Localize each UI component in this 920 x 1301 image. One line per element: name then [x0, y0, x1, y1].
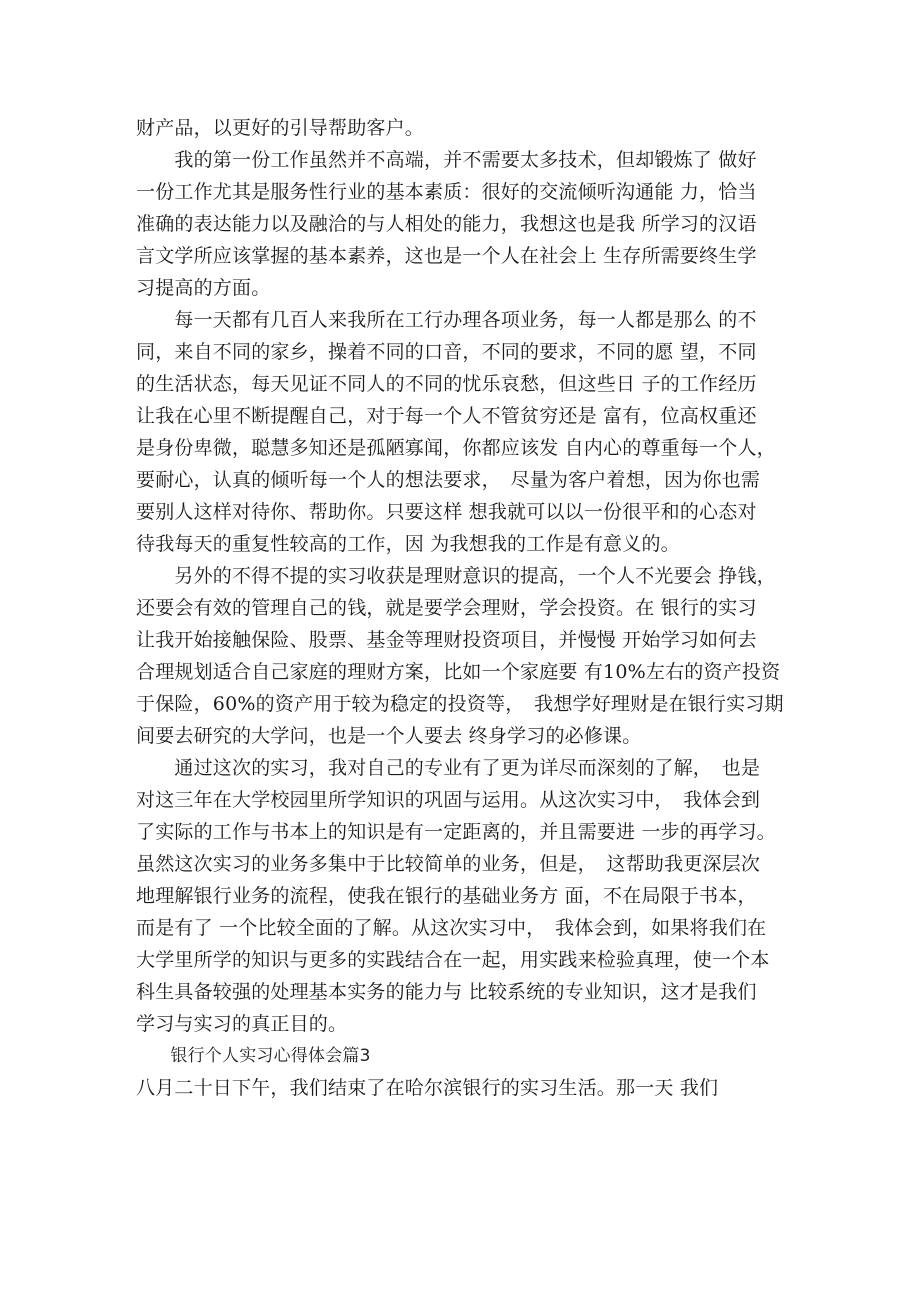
text-line: 对这三年在大学校园里所学知识的巩固与运用。从这次实习中， 我体会到 — [136, 789, 761, 811]
text-line: 另外的不得不提的实习收获是理财意识的提高，一个人不光要会 挣钱， — [136, 565, 776, 587]
text-line: 是身份卑微，聪慧多知还是孤陋寡闻，你都应该发 自内心的尊重每一个人， — [136, 437, 776, 459]
text-line: 要耐心，认真的倾听每一个人的想法要求， 尽量为客户着想，因为你也需 — [136, 469, 761, 491]
text-line: 财产品，以更好的引导帮助客户。 — [136, 117, 425, 139]
text-line: 了实际的工作与书本上的知识是有一定距离的，并且需要进 一步的再学习。 — [136, 821, 776, 843]
text-line: 待我每天的重复性较高的工作，因 为我想我的工作是有意义的。 — [136, 533, 680, 555]
text-line: 同，来自不同的家乡，操着不同的口音，不同的要求，不同的愿 望，不同 — [136, 341, 757, 363]
text-line: 一份工作尤其是服务性行业的基本素质：很好的交流倾听沟通能 力，恰当 — [136, 181, 757, 203]
text-line: 间要去研究的大学问，也是一个人要去 终身学习的必修课。 — [136, 725, 642, 747]
text-line: 虽然这次实习的业务多集中于比较简单的业务，但是， 这帮助我更深层次 — [136, 853, 761, 875]
text-line: 学习与实习的真正目的。 — [136, 1013, 348, 1035]
text-line: 于保险，60%的资产用于较为稳定的投资等， 我想学好理财是在银行实习期 — [136, 693, 784, 715]
text-line: 科生具备较强的处理基本实务的能力与 比较系统的专业知识，这才是我们 — [136, 981, 757, 1003]
text-line: 我的第一份工作虽然并不高端，并不需要太多技术，但却锻炼了 做好 — [136, 149, 757, 171]
text-line: 大学里所学的知识与更多的实践结合在一起，用实践来检验真理，使一个本 — [136, 949, 770, 971]
text-line: 要别人这样对待你、帮助你。只要这样 想我就可以以一份很平和的心态对 — [136, 501, 757, 523]
document-body — [136, 112, 796, 1104]
text-line: 准确的表达能力以及融洽的与人相处的能力，我想这也是我 所学习的汉语 — [136, 213, 757, 235]
text-line: 而是有了 一个比较全面的了解。从这次实习中， 我体会到，如果将我们在 — [136, 917, 767, 939]
text-line: 每一天都有几百人来我所在工行办理各项业务，每一人都是那么 的不 — [136, 309, 757, 331]
text-line: 八月二十日下午，我们结束了在哈尔滨银行的实习生活。那一天 我们 — [136, 1077, 719, 1099]
text-line: 的生活状态，每天见证不同人的不同的忧乐哀愁，但这些日 子的工作经历 — [136, 373, 757, 395]
section-heading: 银行个人实习心得体会篇3 — [136, 1046, 371, 1066]
text-line: 让我开始接触保险、股票、基金等理财投资项目，并慢慢 开始学习如何去 — [136, 629, 757, 651]
text-line: 还要会有效的管理自己的钱，就是要学会理财，学会投资。在 银行的实习 — [136, 597, 757, 619]
text-line: 合理规划适合自己家庭的理财方案，比如一个家庭要 有10%左右的资产投资 — [136, 661, 781, 683]
text-line: 习提高的方面。 — [136, 277, 271, 299]
text-line: 通过这次的实习，我对自己的专业有了更为详尽而深刻的了解， 也是 — [136, 757, 761, 779]
text-line: 言文学所应该掌握的基本素养，这也是一个人在社会上 生存所需要终生学 — [136, 245, 757, 267]
text-line: 让我在心里不断提醒自己，对于每一个人不管贫穷还是 富有，位高权重还 — [136, 405, 757, 427]
text-line: 地理解银行业务的流程，使我在银行的基础业务方 面，不在局限于书本， — [136, 885, 757, 907]
